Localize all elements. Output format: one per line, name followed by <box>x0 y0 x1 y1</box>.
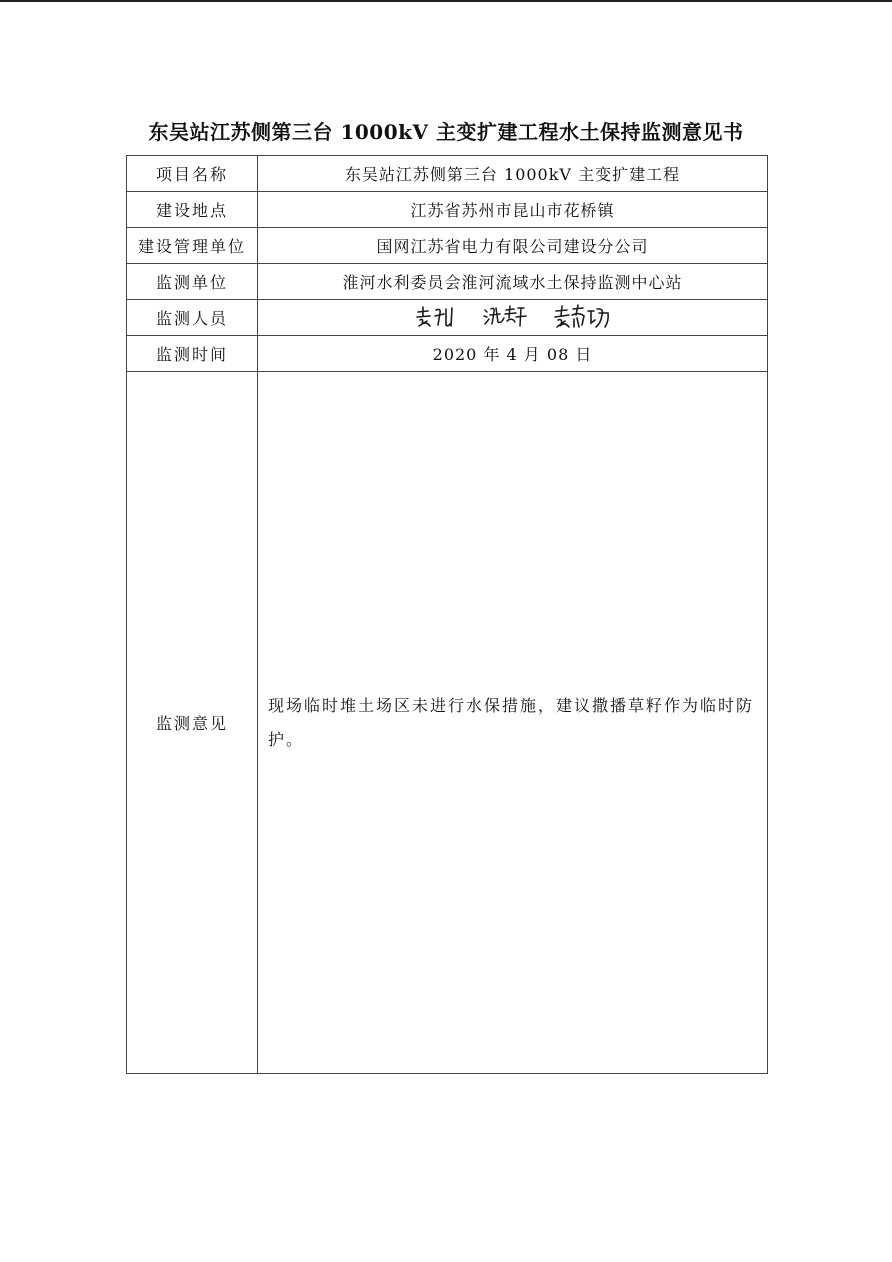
monitoring-staff-label: 监测人员 <box>127 300 258 336</box>
signature-3 <box>552 303 612 331</box>
table-row-monitoring-time <box>127 336 768 372</box>
table-row-construction-site <box>127 192 768 228</box>
table-row-project-name <box>127 156 768 192</box>
monitoring-staff-signatures <box>258 300 768 336</box>
monitoring-time-label: 监测时间 <box>127 336 258 372</box>
management-unit-label: 建设管理单位 <box>127 228 258 264</box>
table-row-management-unit <box>127 228 768 264</box>
monitoring-unit-label: 监测单位 <box>127 264 258 300</box>
monitoring-opinion-table <box>126 155 768 1074</box>
monitoring-opinion-label: 监测意见 <box>127 372 258 1074</box>
monitoring-unit-value: 淮河水利委员会淮河流域水土保持监测中心站 <box>258 264 768 300</box>
project-name-value: 东吴站江苏侧第三台 1000kV 主变扩建工程 <box>258 156 768 192</box>
signature-2 <box>482 304 528 330</box>
construction-site-value: 江苏省苏州市昆山市花桥镇 <box>258 192 768 228</box>
monitoring-time-value: 2020 年 4 月 08 日 <box>258 336 768 372</box>
document-title: 东吴站江苏侧第三台 1000kV 主变扩建工程水土保持监测意见书 <box>148 120 744 144</box>
monitoring-opinion-text: 现场临时堆土场区未进行水保措施，建议撒播草籽作为临时防护。 <box>258 372 768 1074</box>
table-row-monitoring-staff <box>127 300 768 336</box>
table-row-monitoring-unit <box>127 264 768 300</box>
management-unit-value: 国网江苏省电力有限公司建设分公司 <box>258 228 768 264</box>
signature-group <box>414 302 612 332</box>
table-row-monitoring-opinion <box>127 372 768 1074</box>
signature-1 <box>414 304 458 330</box>
project-name-label: 项目名称 <box>127 156 258 192</box>
page-top-border <box>0 0 892 2</box>
construction-site-label: 建设地点 <box>127 192 258 228</box>
